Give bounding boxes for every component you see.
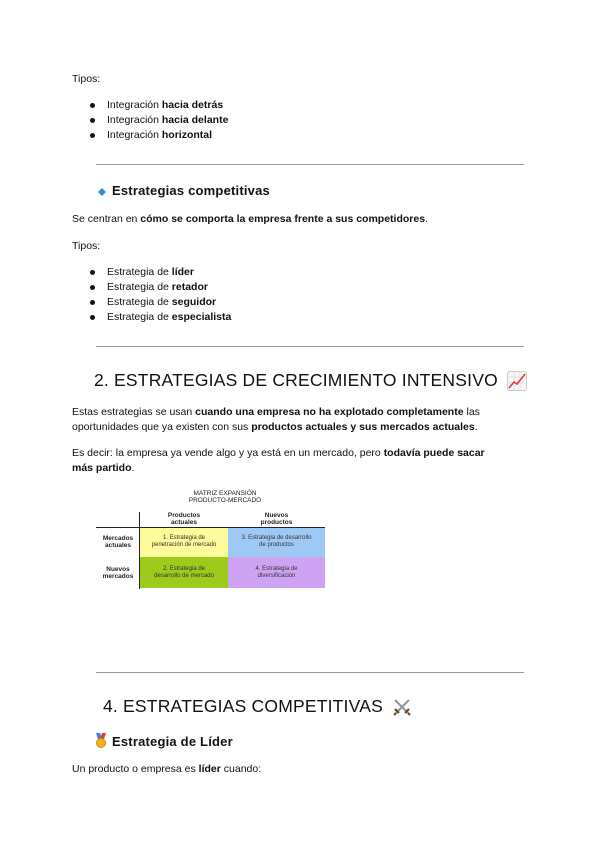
bullet-icon [90, 133, 95, 138]
matrix-col-header: Nuevos productos [260, 512, 293, 526]
bullet-icon [90, 300, 95, 305]
list-item: Estrategia de retador [72, 280, 231, 295]
competitive-intro: Se centran en cómo se comporta la empresa frente a sus competidores. [72, 213, 428, 225]
section2-paragraph2: Es decir: la empresa ya vende algo y ya está en un mercado, pero todavía puede sacar más partido. [72, 447, 485, 474]
small-blue-diamond-icon [98, 188, 106, 196]
matrix-cell: 2. Estrategia de desarrollo de mercado [140, 557, 228, 588]
matrix-row-header: Mercados actuales [102, 535, 134, 549]
section2-paragraph1: Estas estrategias se usan cuando una empresa no ha explotado completamente las oportunidades que ya existen con sus productos actuales y sus mercados actuales. [72, 406, 480, 433]
list-item: Integración hacia detrás [72, 98, 228, 113]
integration-list [72, 98, 228, 143]
list-item: Estrategia de seguidor [72, 295, 231, 310]
bullet-icon [90, 118, 95, 123]
divider [96, 164, 524, 165]
matrix-cell: 4. Estrategia de diversificación [228, 557, 325, 588]
matrix-cell: 1. Estrategia de penetración de mercado [140, 527, 228, 557]
list-item: Estrategia de especialista [72, 310, 231, 325]
matrix-title: MATRIZ EXPANSIÓN PRODUCTO-MERCADO [188, 490, 262, 504]
matrix-axis [96, 527, 325, 528]
chart-increasing-icon [507, 371, 527, 391]
bullet-icon [90, 315, 95, 320]
list-item: Integración hacia delante [72, 113, 228, 128]
section2-heading: 2. ESTRATEGIAS DE CRECIMIENTO INTENSIVO [94, 370, 527, 391]
divider [96, 672, 524, 673]
crossed-swords-icon [392, 697, 412, 717]
competitive-heading: Estrategias competitivas [98, 183, 270, 198]
leader-subheading: Estrategia de Líder [95, 733, 233, 749]
matrix-row-header: Nuevos mercados [102, 566, 134, 580]
list-item: Integración horizontal [72, 128, 228, 143]
competitive-list [72, 265, 231, 325]
divider [96, 346, 524, 347]
tipos-label: Tipos: [72, 240, 101, 252]
matrix-cell: 3. Estrategia de desarrollo de productos [228, 527, 325, 557]
leader-paragraph: Un producto o empresa es líder cuando: [72, 763, 262, 775]
medal-icon [95, 733, 107, 748]
matrix-col-header: Productos actuales [167, 512, 201, 526]
bullet-icon [90, 285, 95, 290]
bullet-icon [90, 103, 95, 108]
matrix-axis [139, 512, 140, 589]
section4-heading: 4. ESTRATEGIAS COMPETITIVAS [103, 696, 412, 717]
bullet-icon [90, 270, 95, 275]
list-item: Estrategia de líder [72, 265, 231, 280]
tipos-label: Tipos: [72, 73, 101, 85]
